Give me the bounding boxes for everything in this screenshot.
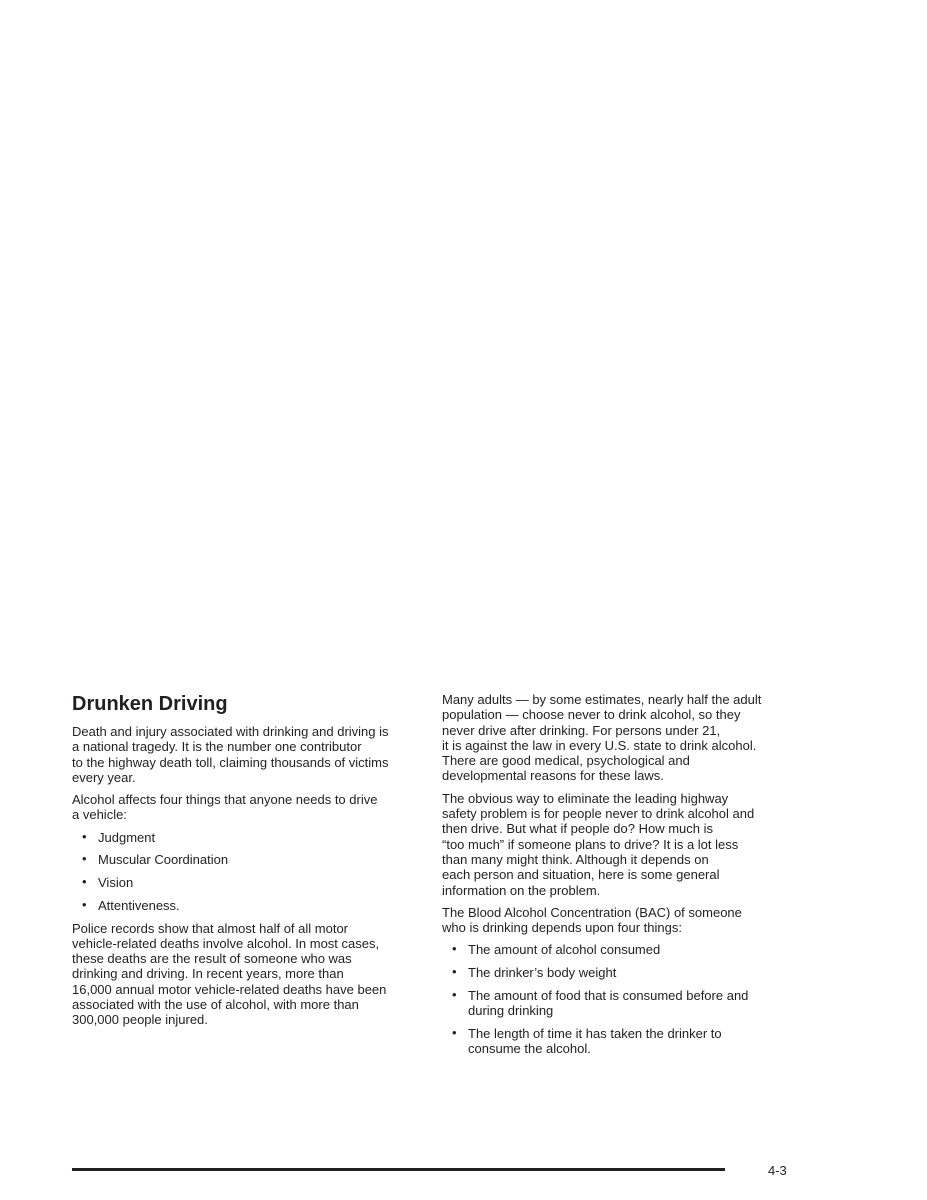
list-item: • The length of time it has taken the drinker to consume the alcohol. bbox=[452, 1025, 722, 1057]
intro-paragraph: Death and injury associated with drinking and driving is a national tragedy. It is the number one contributor to the highway death toll, claiming thousands of victims every year. bbox=[72, 724, 389, 785]
list-item: • The amount of food that is consumed before and during drinking bbox=[452, 987, 749, 1019]
police-records-paragraph: Police records show that almost half of all motor vehicle-related deaths involve alcohol. In most cases, these deaths are the result of someone who was drinking and driving. In recent years, more than 16,000 annual motor vehicle-related deaths have been associated with the use of alcohol, with more than 300,000 people injured. bbox=[72, 920, 387, 1028]
many-adults-paragraph: Many adults — by some estimates, nearly half the adult population — choose never to drink alcohol, so they never drive after drinking. For persons under 21, it is against the law in every U.S. state to drink alcohol. There are good medical, psychological and developmental reasons for these laws. bbox=[442, 692, 762, 784]
bullet-icon: • bbox=[452, 941, 457, 957]
footer-rule bbox=[72, 1168, 725, 1171]
bullet-icon: • bbox=[452, 964, 457, 980]
bullet-icon: • bbox=[82, 828, 87, 844]
list-item: • Attentiveness. bbox=[82, 896, 180, 913]
list-item: • Muscular Coordination bbox=[82, 851, 229, 868]
list-item: • Judgment bbox=[82, 828, 156, 845]
list-item: • The amount of alcohol consumed bbox=[452, 941, 661, 958]
bullet-icon: • bbox=[452, 1025, 457, 1041]
bullet-icon: • bbox=[452, 987, 457, 1003]
left-column bbox=[72, 692, 417, 1035]
alcohol-affects-paragraph: Alcohol affects four things that anyone needs to drive a vehicle: bbox=[72, 792, 378, 823]
bullet-icon: • bbox=[82, 874, 87, 890]
section-title: Drunken Driving bbox=[72, 693, 228, 715]
obvious-way-paragraph: The obvious way to eliminate the leading highway safety problem is for people never to drink alcohol and then drive. But what if people do? How much is “too much” if someone plans to drive? It is a lot less than many might think. Although it depends on each person and situation, here is some general information on the problem. bbox=[442, 790, 755, 898]
bullet-icon: • bbox=[82, 896, 87, 912]
bullet-icon: • bbox=[82, 851, 87, 867]
right-column bbox=[442, 692, 787, 1064]
list-item: • The drinker’s body weight bbox=[452, 964, 617, 981]
list-item: • Vision bbox=[82, 874, 134, 891]
bac-paragraph: The Blood Alcohol Concentration (BAC) of someone who is drinking depends upon four things: bbox=[442, 904, 742, 936]
bac-factors-list bbox=[442, 942, 787, 1056]
affects-list bbox=[72, 830, 417, 913]
page-number: 4-3 bbox=[768, 1163, 787, 1178]
